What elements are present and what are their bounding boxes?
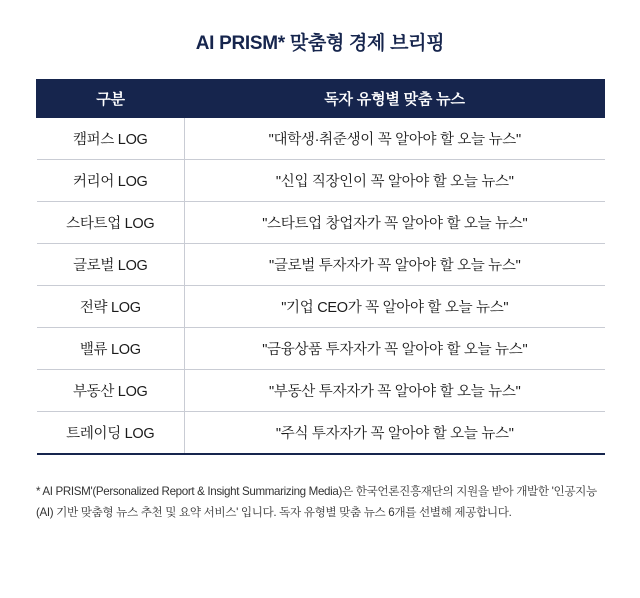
cell-type: 캠퍼스 LOG [37,118,185,160]
cell-type: 전략 LOG [37,286,185,328]
table-row [37,328,605,370]
table-row [37,412,605,454]
column-header-news: 독자 유형별 맞춤 뉴스 [185,80,605,118]
table-header-row [37,80,605,118]
briefing-table [36,79,605,455]
table-header [37,80,605,118]
cell-news: "대학생·취준생이 꼭 알아야 할 오늘 뉴스" [185,118,605,160]
cell-type: 트레이딩 LOG [37,412,185,454]
table-body [37,118,605,454]
table-row [37,118,605,160]
column-header-type: 구분 [37,80,185,118]
cell-news: "부동산 투자자가 꼭 알아야 할 오늘 뉴스" [185,370,605,412]
cell-news: "금융상품 투자자가 꼭 알아야 할 오늘 뉴스" [185,328,605,370]
footnote: * AI PRISM'(Personalized Report & Insight Summarizing Media)은 한국언론진흥재단의 지원을 받아 개발한 '인공지능(AI) 기반 맞춤형 뉴스 추천 및 요약 서비스' 입니다. 독자 유형별 맞춤 뉴스 6개를 선별해 제공합니다. [36,484,597,519]
table-row [37,244,605,286]
cell-type: 글로벌 LOG [37,244,185,286]
cell-news: "스타트업 창업자가 꼭 알아야 할 오늘 뉴스" [185,202,605,244]
table-row [37,286,605,328]
cell-type: 밸류 LOG [37,328,185,370]
cell-type: 스타트업 LOG [37,202,185,244]
table-row [37,370,605,412]
cell-type: 커리어 LOG [37,160,185,202]
table-row [37,160,605,202]
page-title: AI PRISM* 맞춤형 경제 브리핑 [195,33,445,54]
table-row [37,202,605,244]
cell-news: "신입 직장인이 꼭 알아야 할 오늘 뉴스" [185,160,605,202]
cell-news: "기업 CEO가 꼭 알아야 할 오늘 뉴스" [185,286,605,328]
cell-news: "주식 투자자가 꼭 알아야 할 오늘 뉴스" [185,412,605,454]
cell-news: "글로벌 투자자가 꼭 알아야 할 오늘 뉴스" [185,244,605,286]
cell-type: 부동산 LOG [37,370,185,412]
